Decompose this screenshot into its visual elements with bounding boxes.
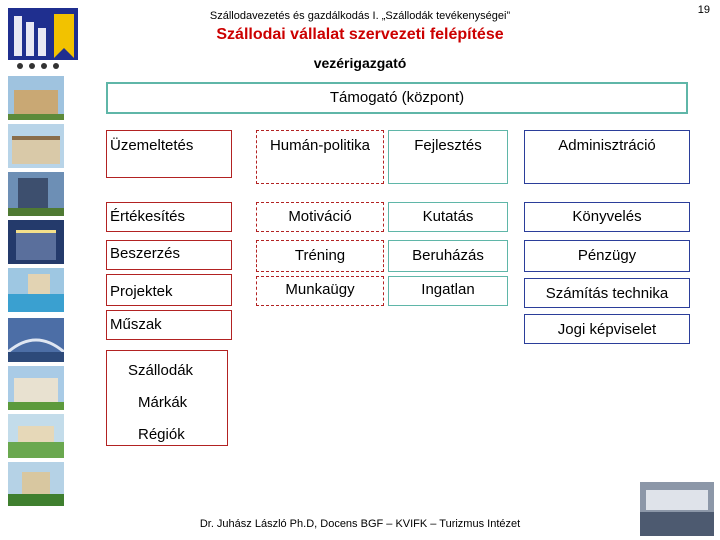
operations-item: Műszak (106, 310, 232, 340)
administration-item: Számítás technika (524, 278, 690, 308)
castle-photo-icon (8, 462, 64, 506)
hotel-photo-4-icon (8, 220, 64, 264)
operations-item: Szállodák (128, 362, 194, 379)
hr-item: Tréning (256, 240, 384, 272)
operations-head: Üzemeltetés (106, 130, 232, 178)
hr-item: Munkaügy (256, 276, 384, 306)
course-title: Szállodavezetés és gazdálkodás I. „Szállodák tevékenységei” (209, 10, 511, 22)
development-head: Fejlesztés (388, 130, 508, 184)
hr-policy-head: Humán-politika (256, 130, 384, 184)
hotel-photo-3-icon (8, 172, 64, 216)
development-item: Ingatlan (388, 276, 508, 306)
operations-item: Márkák (138, 394, 188, 411)
hotel-photo-2-icon (8, 124, 64, 168)
support-center-box: Támogató (központ) (106, 82, 688, 114)
administration-item: Pénzügy (524, 240, 690, 272)
footer-credit: Dr. Juhász László Ph.D, Docens BGF – KVIFK – Turizmus Intézet (199, 518, 521, 530)
operations-item: Régiók (138, 426, 185, 443)
operations-item: Projektek (106, 274, 232, 306)
hr-item: Motiváció (256, 202, 384, 232)
page-number: 19 (697, 4, 710, 16)
pool-photo-icon (8, 268, 64, 312)
administration-item: Jogi képviselet (524, 314, 690, 344)
ceo-label: vezérigazgató (313, 55, 407, 71)
operations-units-box (106, 350, 228, 446)
resort-photo-icon (8, 366, 64, 410)
hotel-photo-1-icon (8, 76, 64, 120)
administration-item: Könyvelés (524, 202, 690, 232)
operations-item: Beszerzés (106, 240, 232, 270)
development-item: Beruházás (388, 240, 508, 272)
bridge-photo-icon (8, 318, 64, 362)
operations-item: Értékesítés (106, 202, 232, 232)
development-item: Kutatás (388, 202, 508, 232)
administration-head: Adminisztráció (524, 130, 690, 184)
slide-title: Szállodai vállalat szervezeti felépítése (216, 26, 504, 43)
garden-photo-icon (8, 414, 64, 458)
